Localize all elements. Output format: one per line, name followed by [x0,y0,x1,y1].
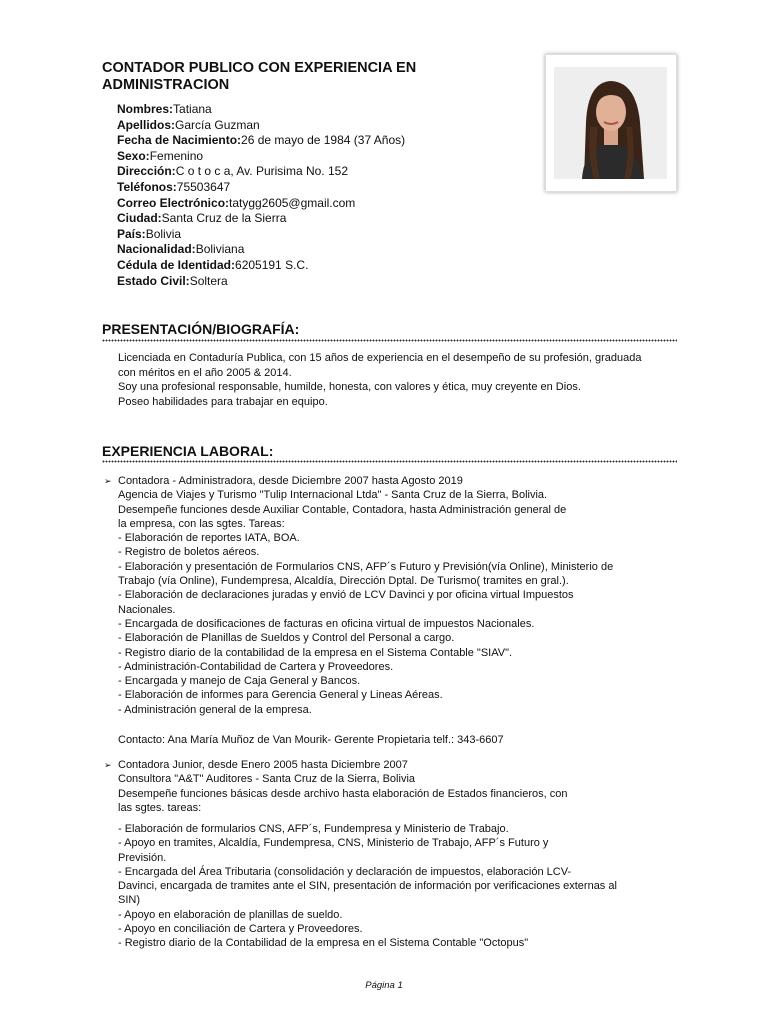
job-line: - Administración-Contabilidad de Cartera y Proveedores. [118,660,394,673]
presentation-line: Soy una profesional responsable, humilde, honesta, con valores y ética, muy creyente en Dios. [118,381,581,394]
job-line: las sgtes. tareas: [118,801,202,814]
profile-photo-frame [545,54,677,192]
info-row-fecha-nacimiento [117,133,405,149]
job-line: Desempeñe funciones desde Auxiliar Contable, Contadora, hasta Administración general de [118,503,567,516]
title-line-1: CONTADOR PUBLICO CON EXPERIENCIA EN [102,60,417,76]
job-line: Nacionales. [118,603,176,616]
info-label: Teléfonos: [117,179,177,194]
info-row-direccion [117,164,405,180]
info-value: Boliviana [195,242,245,257]
info-value: 75503647 [176,179,231,194]
job-line: Trabajo (vía Online), Fundempresa, Alcaldía, Dirección Dptal. De Turismo( tramites en gral.). [118,575,569,588]
presentation-line: con méritos en el año 2005 & 2014. [118,366,292,379]
portrait-image [554,67,667,179]
info-value: Santa Cruz de la Sierra [161,211,287,226]
job-line: Agencia de Viajes y Turismo "Tulip Internacional Ltda" - Santa Cruz de la Sierra, Bolivia. [118,489,548,502]
info-value: 6205191 S.C. [235,257,309,272]
info-row-apellidos [117,118,405,134]
title-line-2: ADMINISTRACION [102,77,230,93]
job-line: - Registro de boletos aéreos. [118,546,260,559]
job-line: - Registro diario de la contabilidad de la empresa en el Sistema Contable "SIAV". [118,646,513,659]
info-label: Dirección: [117,164,176,179]
info-row-nombres [117,102,405,118]
info-row-cedula [117,258,405,274]
job-line: - Elaboración de Planillas de Sueldos y Control del Personal a cargo. [118,632,455,645]
presentation-line: Licenciada en Contaduría Publica, con 15 años de experiencia en el desempeño de su profesión, graduada [118,352,642,364]
job-2-header [118,758,634,815]
job-line: SIN) [118,894,140,907]
info-label: Ciudad: [117,211,162,226]
job-line: Contadora - Administradora, desde Diciembre 2007 hasta Agosto 2019 [118,475,463,487]
info-row-estado-civil [117,274,405,290]
experience-heading: EXPERIENCIA LABORAL: [102,443,274,459]
job-1 [118,474,634,717]
job-line: Contadora Junior, desde Enero 2005 hasta Diciembre 2007 [118,759,408,771]
job-line: Previsión. [118,851,167,864]
info-value: García Guzman [175,117,260,132]
job-line: - Encargada del Área Tributaria (consolidación y declaración de impuestos, elaboración LCV- [118,865,572,878]
job-line: - Registro diario de la Contabilidad de la empresa en el Sistema Contable "Octopus" [118,937,529,950]
job-line: Desempeñe funciones básicas desde archivo hasta elaboración de Estados financieros, con [118,787,568,800]
page-title [102,60,416,94]
info-value: Bolivia [145,226,182,241]
job-line: Consultora "A&T" Auditores - Santa Cruz de la Sierra, Bolivia [118,773,415,786]
job-line: - Encargada y manejo de Caja General y Bancos. [118,675,361,688]
profile-photo [554,67,667,179]
job-1-contact: Contacto: Ana María Muñoz de Van Mourik- Gerente Propietaria telf.: 343-6607 [118,734,504,746]
info-label: Sexo: [117,148,150,163]
job-line: - Administración general de la empresa. [118,703,312,716]
job-line: - Apoyo en conciliación de Cartera y Proveedores. [118,923,363,936]
job-line: - Elaboración de formularios CNS, AFP´s, Fundempresa y Ministerio de Trabajo. [118,823,509,835]
arrow-bullet-icon: ➢ [104,476,112,486]
personal-info [117,102,405,289]
info-row-sexo [117,149,405,165]
info-row-pais [117,227,405,243]
info-value: Tatiana [173,102,212,116]
job-line: - Elaboración de informes para Gerencia General y Lineas Aéreas. [118,689,443,702]
info-label: Cédula de Identidad: [117,257,236,272]
info-label: Correo Electrónico: [117,195,230,210]
info-label: Apellidos: [117,117,176,132]
presentation-line: Poseo habilidades para trabajar en equipo. [118,395,328,408]
info-row-correo [117,196,405,212]
info-value: Femenino [149,148,204,163]
info-label: Fecha de Nacimiento: [117,133,242,148]
job-line: Davinci, encargada de tramites ante el SIN, presentación de información por verificaciones externas al [118,880,617,893]
job-line: - Elaboración de reportes IATA, BOA. [118,532,300,545]
job-line: la empresa, con las sgtes. Tareas: [118,517,285,530]
section-divider [102,460,677,463]
info-label: Estado Civil: [117,273,190,288]
presentation-text [118,351,678,409]
info-value: C o t o c a, Av. Purisima No. 152 [175,164,348,179]
info-row-telefonos [117,180,405,196]
presentation-heading: PRESENTACIÓN/BIOGRAFÍA: [102,321,300,337]
job-line: - Elaboración y presentación de Formularios CNS, AFP´s Futuro y Previsión(vía Online), Ministerio de [118,560,614,573]
page-number: Página 1 [365,980,403,991]
info-row-nacionalidad [117,242,405,258]
info-label: Nombres: [117,102,174,116]
job-line: - Apoyo en elaboración de planillas de sueldo. [118,908,343,921]
info-value: tatygg2605@gmail.com [229,195,356,210]
arrow-bullet-icon: ➢ [104,760,112,770]
info-value: Soltera [189,273,228,288]
job-line: - Apoyo en tramites, Alcaldía, Fundempresa, CNS, Ministerio de Trabajo, AFP´s Futuro y [118,837,549,850]
info-row-ciudad [117,211,405,227]
info-label: Nacionalidad: [117,242,196,257]
section-divider [102,339,677,342]
info-label: País: [117,226,146,241]
info-value: 26 de mayo de 1984 (37 Años) [241,133,406,148]
job-line: - Elaboración de declaraciones juradas y envió de LCV Davinci y por oficina virtual Impuestos [118,589,574,602]
job-line: - Encargada de dosificaciones de facturas en oficina virtual de impuestos Nacionales. [118,617,535,630]
job-2-tasks [118,822,634,951]
